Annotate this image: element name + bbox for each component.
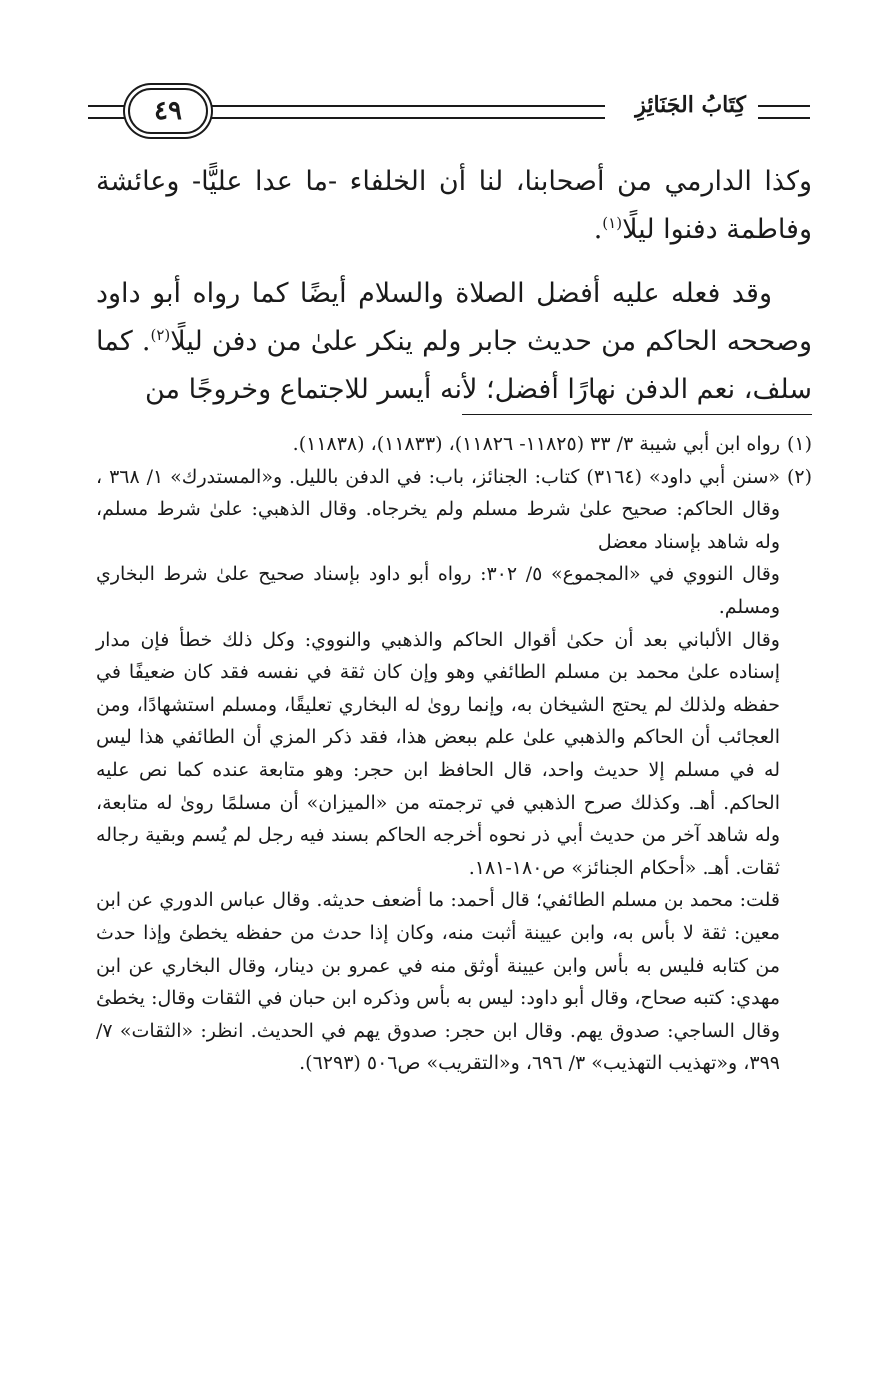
page-number: ٤٩ (128, 88, 208, 134)
footnote-2 (96, 461, 812, 1080)
body-paragraph (96, 270, 812, 414)
main-text (96, 158, 812, 430)
paragraph-text: وكذا الدارمي من أصحابنا، لنا أن الخلفاء -ما عدا عليًّا- وعائشة وفاطمة دفنوا ليلًا (96, 166, 812, 245)
body-paragraph (96, 158, 812, 254)
footnote-ref: (٢) (150, 326, 171, 344)
footnote-paragraph: «سنن أبي داود» (٣١٦٤) كتاب: الجنائز، باب: في الدفن بالليل. و«المستدرك» ١/ ٣٦٨ ، وقال الحاكم: صحيح علىٰ شرط مسلم ولم يخرجاه. وقال الذهبي: علىٰ شرط مسلم، وله شاهد بإسناد معضل (96, 465, 780, 553)
footnote-paragraph: قلت: محمد بن مسلم الطائفي؛ قال أحمد: ما أضعف حديثه. وقال عباس الدوري عن ابن معين: ثقة لا بأس به، وابن عيينة أثبت منه، وكان إذا حدث من حفظه يخطئ وإذا حدث من كتابه فليس به بأس وابن عيينة أوثق منه في عمرو بن دينار، وقال البخاري عن ابن مهدي: كتبه صحاح، وقال أبو داود: ليس به بأس وذكره ابن حبان في الثقات وقال: يخطئ وقال الساجي: صدوق يهم. وقال ابن حجر: صدوق يهم في الحديث. انظر: «الثقات» ٧/ ٣٩٩، و«تهذيب التهذيب» ٣/ ٦٩٦، و«التقريب» ص٥٠٦ (٦٢٩٣). (96, 889, 780, 1075)
paragraph-text: وقد فعله عليه أفضل الصلاة والسلام أيضًا كما رواه أبو داود وصححه الحاكم من حديث جابر ولم ينكر علىٰ من دفن ليلًا (96, 278, 812, 357)
footnotes (96, 428, 812, 1080)
header-rule-left (88, 105, 133, 119)
footnote-number: (١) (786, 433, 812, 455)
paragraph-tail: . (593, 214, 603, 245)
header-rule-right (758, 105, 810, 119)
paragraph-tail: . كما سلف، نعم الدفن نهارًا أفضل؛ لأنه أيسر للاجتماع وخروجًا من (96, 326, 812, 405)
footnote-ref: (١) (602, 214, 623, 232)
footnote-body (96, 428, 780, 461)
header-rule-middle (203, 105, 605, 119)
footnote-body (96, 461, 780, 1080)
chapter-title: كِتَابُ الجَنَائِزِ (629, 92, 752, 118)
footnote-separator (462, 414, 812, 415)
footnote-paragraph: وقال النووي في «المجموع» ٥/ ٣٠٢: رواه أبو داود بإسناد صحيح علىٰ شرط البخاري ومسلم. (96, 563, 780, 618)
footnote-paragraph: وقال الألباني بعد أن حكىٰ أقوال الحاكم والذهبي والنووي: وكل ذلك خطأ فإن مدار إسناده علىٰ محمد بن مسلم الطائفي وهو وإن كان ثقة في نفسه فقد كان ضعيفًا في حفظه ولذلك لم يحتج الشيخان به، وإنما روىٰ له البخاري تعليقًا، ومسلم استشهادًا، ومن العجائب أن الحاكم والذهبي علىٰ علم ببعض هذا، فقد ذكر المزي أن الطائفي هذا ليس له في مسلم إلا حديث واحد، قال الحافظ ابن حجر: وهو متابعة عنده كما نص عليه الحاكم. أهـ. وكذلك صرح الذهبي في ترجمته من «الميزان» أن مسلمًا روىٰ له متابعة، وله شاهد آخر من حديث أبي ذر نحوه أخرجه الحاكم بسند فيه رجل لم يُسم وبقية رجاله ثقات. أهـ. «أحكام الجنائز» ص١٨٠-١٨١. (96, 628, 780, 879)
page-header (88, 84, 810, 134)
footnote-number: (٢) (786, 465, 812, 488)
footnote-1 (96, 428, 812, 461)
footnote-paragraph: رواه ابن أبي شيبة ٣/ ٣٣ (١١٨٢٥- ١١٨٢٦)، (١١٨٣٣)، (١١٨٣٨). (292, 433, 780, 455)
